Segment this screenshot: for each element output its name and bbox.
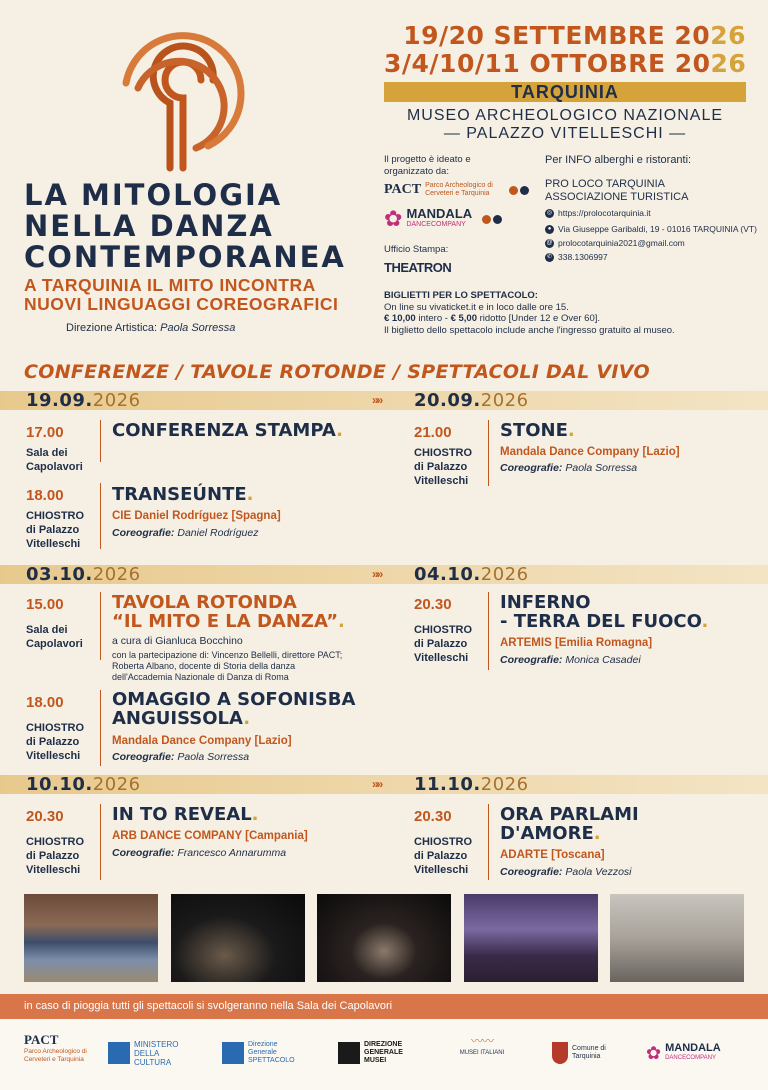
event-time: 18.00 (26, 694, 64, 711)
proloco-name (545, 178, 688, 204)
event-choreography (112, 527, 259, 539)
dates-september (384, 22, 746, 49)
ticket-full-label: intero - (415, 313, 451, 324)
mandala-logo (384, 206, 534, 232)
event-title-line-2: ANGUISSOLA (112, 708, 244, 729)
event-title: INFERNO - TERRA DEL FUOCO. (500, 592, 709, 632)
dates-october-text: 3/4/10/11 OTTOBRE 20 (384, 49, 711, 78)
ministero-logo (108, 1032, 188, 1074)
address (545, 224, 757, 234)
choreo-name: Francesco Annarumma (177, 847, 287, 859)
musei-italiani-text: MUSEI ITALIANI (459, 1050, 505, 1056)
divider (100, 420, 101, 462)
comune-text: Comune di Tarquinia (572, 1045, 606, 1060)
event-logo-icon (118, 28, 248, 178)
ticket-info (384, 290, 754, 336)
choreo-name: Monica Casadei (565, 654, 641, 666)
proloco-line-2: ASSOCIAZIONE TURISTICA (545, 191, 689, 203)
photo-dancers-cloister (464, 894, 598, 982)
musei-italiani-logo (452, 1032, 512, 1074)
location-icon: ● (545, 225, 554, 234)
event-title-line-1: INFERNO (500, 592, 591, 613)
photo-dancers-floor (317, 894, 451, 982)
mandala-sub: DANCECOMPANY (406, 221, 466, 228)
phone-text: 338.1306997 (558, 252, 608, 262)
phone-link[interactable] (545, 252, 608, 262)
choreo-name: Paola Sorressa (177, 751, 250, 763)
pact-logo (384, 180, 534, 200)
event-title-line-2: D'AMORE (500, 823, 594, 844)
mandala-footer-sub: DANCECOMPANY (665, 1055, 716, 1061)
note-line: Roberta Albano, docente di Storia della danza (112, 661, 296, 671)
main-title (24, 180, 364, 273)
title-line-1: LA MITOLOGIA (24, 178, 283, 212)
event-title-text: TRANSEÚNTE (112, 484, 247, 505)
choreo-name: Paola Sorressa (565, 462, 638, 474)
event-title-text: CONFERENZA STAMPA (112, 420, 337, 441)
event-time: 18.00 (26, 487, 64, 504)
event-place: CHIOSTRO di Palazzo Vitelleschi (414, 836, 473, 876)
comune-crest-icon (552, 1042, 568, 1064)
event-company: ARB DANCE COMPANY [Campania] (112, 830, 308, 842)
event-place: CHIOSTRO di Palazzo Vitelleschi (414, 624, 473, 664)
choreo-label: Coreografie: (112, 751, 175, 763)
spettacolo-text: Direzione Generale SPETTACOLO (248, 1041, 295, 1064)
tickets-line-2 (384, 313, 754, 325)
event-place: CHIOSTRO di Palazzo Vitelleschi (26, 836, 85, 876)
event-place: CHIOSTRO di Palazzo Vitelleschi (414, 447, 473, 487)
event-company: CIE Daniel Rodríguez [Spagna] (112, 510, 281, 522)
artistic-label: Direzione Artistica: (66, 322, 158, 334)
day-year: 2026 (480, 564, 529, 585)
choreo-label: Coreografie: (500, 654, 563, 666)
event-title: TRANSEÚNTE. (112, 484, 254, 505)
divider (100, 592, 101, 660)
divider (488, 592, 489, 670)
choreo-name: Daniel Rodríguez (177, 527, 259, 539)
event-title: STONE. (500, 420, 575, 441)
tickets-line-1: On line su vivaticket.it e in loco dalle ore 15. (384, 301, 569, 313)
event-time: 20.30 (414, 596, 452, 613)
event-company: Mandala Dance Company [Lazio] (112, 735, 292, 747)
social-icons (509, 186, 529, 195)
day-year: 2026 (92, 564, 141, 585)
dates-september-year: 26 (710, 21, 746, 50)
divider (100, 804, 101, 880)
photo-dancers-studio (610, 894, 744, 982)
pact-footer-text: PACT (24, 1032, 59, 1047)
note-line: dell'Accademia Nazionale di Danza di Roma (112, 672, 289, 682)
address-text: Via Giuseppe Garibaldi, 19 - 01016 TARQUINIA (VT) (558, 224, 757, 234)
event-choreography (500, 462, 637, 474)
day-03-10 (26, 565, 141, 584)
ministero-text: MINISTERO DELLA CULTURA (134, 1039, 179, 1067)
email-link[interactable] (545, 238, 685, 248)
event-company: Mandala Dance Company [Lazio] (500, 446, 680, 458)
artistic-direction (66, 322, 235, 334)
spettacolo-logo (222, 1032, 312, 1074)
event-time: 20.30 (26, 808, 64, 825)
website-text: https://prolocotarquinia.it (558, 208, 651, 218)
email-icon: @ (546, 239, 553, 246)
pact-logo-text: PACT (384, 182, 422, 197)
event-title: ORA PARLAMI D'AMORE. (500, 804, 639, 844)
program-section-title: CONFERENZE / TAVOLE ROTONDE / SPETTACOLI DAL VIVO (24, 361, 650, 383)
note-line: con la partecipazione di: Vincenzo Bellelli, direttore PACT; (112, 650, 343, 660)
musei-emblem-icon (338, 1042, 360, 1064)
day-19-09 (26, 391, 141, 410)
tickets-line-3: Il biglietto dello spettacolo include anche l'ingresso gratuito al museo. (384, 324, 675, 336)
day-year: 2026 (480, 390, 529, 411)
choreo-label: Coreografie: (500, 462, 563, 474)
choreo-label: Coreografie: (500, 866, 563, 878)
day-date: 04.10. (414, 564, 481, 585)
mandala-flower-icon: ✿ (384, 206, 403, 231)
subtitle-line-2: NUOVI LINGUAGGI COREOGRAFICI (24, 294, 339, 314)
day-date: 11.10. (414, 774, 481, 795)
event-title-text: IN TO REVEAL (112, 804, 252, 825)
pact-logo-desc: Parco Archeologico di Cerveteri e Tarquinia (425, 182, 493, 197)
divider (488, 804, 489, 880)
day-date: 10.10. (26, 774, 93, 795)
museum-name: MUSEO ARCHEOLOGICO NAZIONALE (406, 107, 724, 124)
museum-palace: — PALAZZO VITELLESCHI — (443, 125, 687, 142)
mandala-footer-logo (646, 1032, 746, 1074)
photo-dancers-group (24, 894, 158, 982)
mandala-flower-icon: ✿ (646, 1042, 662, 1063)
website-link[interactable] (545, 208, 651, 218)
project-label: Il progetto è ideato e organizzato da: (384, 154, 471, 177)
event-title-text: STONE (500, 420, 568, 441)
city-banner: TARQUINIA (384, 82, 746, 102)
day-date: 20.09. (414, 390, 481, 411)
event-title: IN TO REVEAL. (112, 804, 259, 825)
day-04-10 (414, 565, 529, 584)
subtitle-line-1: A TARQUINIA IL MITO INCONTRA (24, 275, 316, 295)
globe-icon: ◎ (546, 209, 553, 216)
ministero-emblem-icon (108, 1042, 130, 1064)
event-title: CONFERENZA STAMPA. (112, 420, 343, 441)
day-date: 19.09. (26, 390, 93, 411)
tickets-title: BIGLIETTI PER LO SPETTACOLO: (384, 290, 538, 301)
ticket-reduced-price: € 5,00 (450, 313, 477, 324)
musei-text: DIREZIONE GENERALE MUSEI (364, 1041, 403, 1064)
ticket-reduced-label: ridotto [Under 12 e Over 60]. (476, 313, 601, 324)
event-title-line-1: TAVOLA ROTONDA (112, 592, 297, 613)
day-year: 2026 (480, 774, 529, 795)
musei-italiani-icon: 〰〰 (470, 1034, 493, 1048)
event-place: Sala dei Capolavori (26, 624, 83, 650)
day-11-10 (414, 775, 529, 794)
social-icons (482, 215, 502, 224)
divider (100, 483, 101, 549)
email-text: prolocotarquinia2021@gmail.com (558, 238, 685, 248)
arrows-icon: »» (372, 777, 382, 791)
theatron-logo: THEATRON (384, 260, 452, 275)
divider (100, 690, 101, 766)
day-20-09 (414, 391, 529, 410)
divider (488, 420, 489, 486)
subtitle (24, 276, 364, 314)
spettacolo-emblem-icon (222, 1042, 244, 1064)
day-10-10 (26, 775, 141, 794)
rain-notice: in caso di pioggia tutti gli spettacoli si svolgeranno nella Sala dei Capolavori (0, 994, 768, 1019)
pact-footer-desc: Parco Archeologico di Cerveteri e Tarquinia (24, 1048, 87, 1063)
mandala-footer-name: MANDALA (665, 1042, 721, 1054)
dates-october-year: 26 (710, 49, 747, 78)
event-choreography (112, 847, 286, 859)
event-choreography (500, 866, 632, 878)
title-line-3: CONTEMPORANEA (24, 240, 346, 274)
event-title-line-1: ORA PARLAMI (500, 804, 639, 825)
event-title: OMAGGIO A SOFONISBA ANGUISSOLA. (112, 689, 356, 729)
event-curator: a cura di Gianluca Bocchino (112, 635, 243, 647)
day-year: 2026 (92, 774, 141, 795)
event-choreography (112, 751, 249, 763)
title-line-2: NELLA DANZA (24, 209, 274, 243)
proloco-line-1: PRO LOCO TARQUINIA (545, 178, 666, 190)
event-place: Sala dei Capolavori (26, 447, 83, 473)
comune-logo (552, 1032, 632, 1074)
event-company: ADARTE [Toscana] (500, 849, 605, 861)
arrows-icon: »» (372, 393, 382, 407)
photo-dancer-stones (171, 894, 305, 982)
choreo-name: Paola Vezzosi (565, 866, 632, 878)
mandala-wordmark (406, 208, 472, 230)
event-title-line-2: - TERRA DEL FUOCO (500, 611, 702, 632)
event-choreography (500, 654, 641, 666)
event-place: CHIOSTRO di Palazzo Vitelleschi (26, 722, 85, 762)
dates-september-text: 19/20 SETTEMBRE 20 (403, 21, 711, 50)
event-time: 17.00 (26, 424, 64, 441)
mandala-name: MANDALA (406, 206, 473, 221)
pact-footer-logo (24, 1032, 94, 1074)
info-label: Per INFO alberghi e ristoranti: (545, 154, 692, 166)
dates-october (384, 50, 746, 77)
day-date: 03.10. (26, 564, 93, 585)
choreo-label: Coreografie: (112, 527, 175, 539)
ticket-full-price: € 10,00 (384, 313, 416, 324)
event-title-line-2: “IL MITO E LA DANZA” (112, 611, 339, 632)
event-place: CHIOSTRO di Palazzo Vitelleschi (26, 510, 85, 550)
arrows-icon: »» (372, 567, 382, 581)
event-time: 21.00 (414, 424, 452, 441)
event-company: ARTEMIS [Emilia Romagna] (500, 637, 653, 649)
event-time: 15.00 (26, 596, 64, 613)
choreo-label: Coreografie: (112, 847, 175, 859)
day-year: 2026 (92, 390, 141, 411)
event-participants (112, 650, 342, 683)
event-title-line-1: OMAGGIO A SOFONISBA (112, 689, 356, 710)
musei-logo (338, 1032, 428, 1074)
event-title: TAVOLA ROTONDA “IL MITO E LA DANZA”. (112, 592, 345, 632)
phone-icon: ✆ (546, 253, 553, 260)
event-time: 20.30 (414, 808, 452, 825)
press-office-label: Ufficio Stampa: (384, 244, 449, 255)
artistic-name: Paola Sorressa (160, 322, 236, 334)
